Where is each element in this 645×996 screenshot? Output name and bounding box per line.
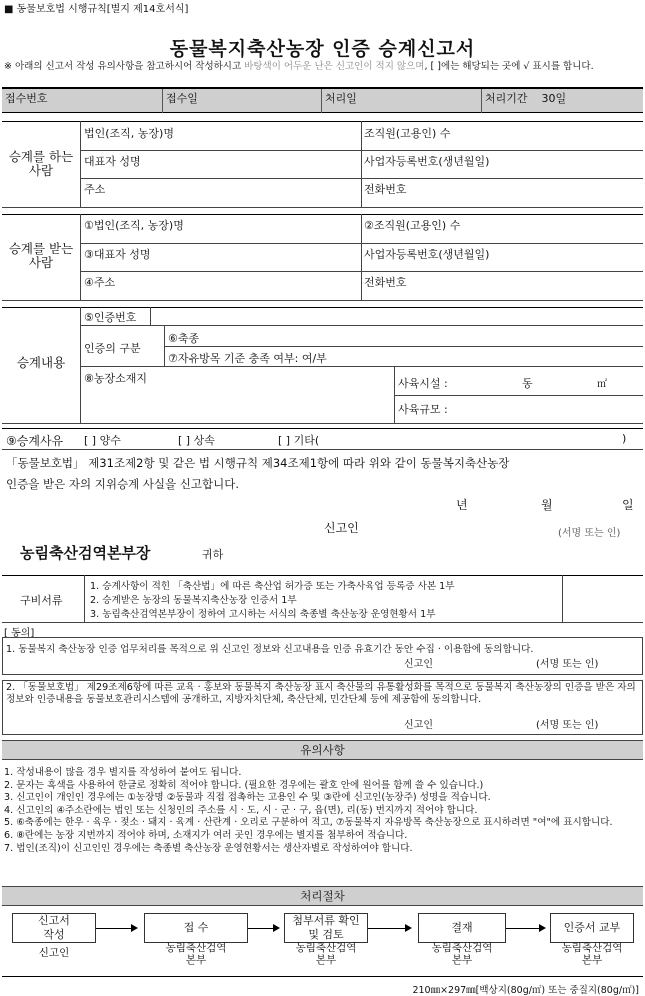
consent-item-1: 1. 동물복지 축산농장 인증 업무처리를 목적으로 위 신고인 정보와 신고내용을 인증 유효기간 동안 수집 · 이용함에 동의합니다. bbox=[6, 644, 534, 655]
divider bbox=[80, 121, 81, 207]
process-step-2-line1: 접 수 bbox=[183, 921, 209, 934]
date-year-field[interactable]: 년 bbox=[456, 498, 468, 512]
note-item: 4. 신고인의 ④주소란에는 법인 또는 신청인의 주소를 시 · 도, 시 · 군 · 구, 읍(면), 리(동) 번지까지 적어야 합니다. bbox=[4, 804, 478, 816]
divider bbox=[2, 976, 643, 977]
transferee-rep-field[interactable]: ③대표자 성명 bbox=[84, 248, 151, 261]
divider bbox=[2, 622, 643, 623]
receipt-bar bbox=[2, 87, 643, 113]
statement-line2: 인증을 받은 자의 지위승계 사실을 신고합니다. bbox=[6, 477, 240, 491]
document-item-1: 1. 승계사항이 적힌 「축산법」에 따른 축산업 허가증 또는 가축사육업 등록증 사본 1부 bbox=[90, 581, 455, 592]
transferee-name-field[interactable]: ①법인(조직, 농장)명 bbox=[84, 219, 184, 232]
reporter-label: 신고인 bbox=[324, 521, 359, 535]
receipt-date-label: 접수일 bbox=[166, 92, 198, 105]
arrow-right-icon bbox=[96, 928, 136, 929]
reason-label: ⑨승계사유 bbox=[6, 434, 64, 448]
process-step-4-line1: 결재 bbox=[451, 921, 473, 934]
process-step-5 bbox=[550, 913, 634, 943]
date-month-field[interactable]: 월 bbox=[541, 498, 553, 512]
process-step-3-line1: 첨부서류 확인 bbox=[292, 914, 360, 927]
transferee-bizno-field[interactable]: 사업자등록번호(생년월일) bbox=[364, 248, 490, 261]
statement-line1: 「동물보호법」 제31조제2항 및 같은 법 시행규칙 제34조제1항에 따라 위와 같이 동물복지축산농장 bbox=[6, 456, 510, 470]
cert-number-field[interactable]: ⑤인증번호 bbox=[84, 311, 137, 324]
actor-line1: 농림축산검역 bbox=[165, 942, 227, 954]
process-step-3 bbox=[284, 913, 368, 943]
reporter-sign-field[interactable]: (서명 또는 인) bbox=[558, 528, 621, 539]
process-step-4-actor bbox=[410, 942, 514, 966]
process-date-field[interactable] bbox=[321, 89, 481, 113]
divider bbox=[2, 121, 643, 122]
process-step-5-actor bbox=[540, 942, 644, 966]
divider bbox=[2, 214, 643, 215]
note-item: 2. 문자는 흑색을 사용하여 한글로 정확히 적어야 합니다. (필요한 경우에는 괄호 안에 원어를 함께 쓸 수 있습니다.) bbox=[4, 779, 484, 791]
consent-label: [ 동의] bbox=[4, 628, 35, 639]
note-item: 7. 법인(조직)이 신고인인 경우에는 축종별 축산농장 운영현황서는 생산자별로 작성하여야 합니다. bbox=[4, 842, 413, 854]
actor-line2: 본부 bbox=[581, 954, 603, 966]
recipient-name: 농림축산검역본부장 bbox=[20, 544, 151, 562]
consent1-reporter-label: 신고인 bbox=[404, 659, 433, 670]
divider bbox=[150, 307, 151, 325]
divider bbox=[2, 428, 643, 429]
paper-spec: 210㎜×297㎜[백상지(80g/㎡) 또는 중질지(80g/㎡)] bbox=[412, 985, 639, 996]
process-step-1 bbox=[12, 913, 96, 943]
process-step-4 bbox=[418, 913, 506, 943]
arrow-right-icon bbox=[506, 928, 544, 929]
arrow-right-icon bbox=[368, 928, 410, 929]
divider bbox=[80, 178, 643, 179]
document-item-2: 2. 승계받은 농장의 동물복지축산농장 인증서 1부 bbox=[90, 595, 297, 606]
divider bbox=[2, 207, 643, 208]
reason-other-close: ) bbox=[622, 432, 627, 445]
process-period-label: 처리기간 bbox=[485, 92, 528, 105]
divider bbox=[84, 575, 85, 622]
transferor-employees-field[interactable]: 조직원(고용인) 수 bbox=[364, 127, 451, 140]
note-item: 1. 작성내용이 많을 경우 별지를 작성하여 붙여도 됩니다. bbox=[4, 767, 242, 778]
divider bbox=[361, 121, 362, 207]
actor-line2: 본부 bbox=[185, 954, 207, 966]
divider bbox=[2, 300, 643, 301]
actor-line2: 본부 bbox=[315, 954, 337, 966]
divider bbox=[80, 214, 81, 300]
scale-field[interactable]: 사육규모 : bbox=[398, 403, 448, 416]
process-header: 처리절차 bbox=[2, 886, 643, 906]
divider bbox=[2, 575, 643, 576]
divider bbox=[164, 346, 643, 347]
process-step-1-line1: 신고서 bbox=[38, 914, 70, 927]
process-step-1-actor bbox=[12, 947, 96, 959]
divider bbox=[80, 243, 643, 244]
divider bbox=[361, 214, 362, 300]
facility-unit-area: ㎡ bbox=[597, 379, 607, 390]
process-step-2-actor bbox=[144, 942, 248, 966]
note-item: 3. 신고인이 개인인 경우에는 ①농장명 ②동물과 직접 접촉하는 고용인 수 및 ③란에 신고인(농장주) 성명을 적습니다. bbox=[4, 792, 491, 804]
note-item: 6. ⑧란에는 농장 지번까지 적어야 하며, 소재지가 여러 곳인 경우에는 별지를 첨부하여 적습니다. bbox=[4, 829, 408, 841]
notes-header: 유의사항 bbox=[2, 740, 643, 760]
divider bbox=[394, 395, 643, 396]
documents-label: 구비서류 bbox=[20, 594, 63, 607]
actor-line1: 농림축산검역 bbox=[431, 942, 493, 954]
arrow-right-icon bbox=[248, 928, 278, 929]
transferor-label: 승계를 하는 사람 bbox=[8, 149, 74, 178]
actor-line1: 농림축산검역 bbox=[561, 942, 623, 954]
transferee-label: 승계를 받는 사람 bbox=[8, 241, 74, 270]
divider bbox=[80, 150, 643, 151]
notes-list bbox=[4, 767, 642, 855]
process-step-5-line1: 인증서 교부 bbox=[563, 921, 621, 934]
transferee-phone-field[interactable]: 전화번호 bbox=[364, 276, 407, 289]
note-item: 5. ⑥축종에는 한우 · 육우 · 젖소 · 돼지 · 육계 · 산란계 · 오리로 구분하여 적고, ⑦동물복지 자유방목 축산농장으로 표시하려면 "여"에 표시합니다. bbox=[4, 817, 613, 829]
transferee-employees-field[interactable]: ②조직원(고용인) 수 bbox=[364, 219, 461, 232]
transferor-rep-field[interactable]: 대표자 성명 bbox=[84, 155, 141, 168]
transferor-phone-field[interactable]: 전화번호 bbox=[364, 183, 407, 196]
notice-part3: , [ ]에는 해당되는 곳에 √ 표시를 합니다. bbox=[424, 61, 594, 72]
recipient-suffix: 귀하 bbox=[202, 548, 224, 561]
divider bbox=[80, 271, 643, 272]
divider bbox=[2, 307, 643, 308]
reason-other-checkbox[interactable]: [ ] 기타( bbox=[278, 434, 320, 447]
facility-field[interactable]: 사육시설 : bbox=[398, 377, 448, 390]
process-period-value: 30일 bbox=[541, 92, 567, 105]
transferor-name-field[interactable]: 법인(조직, 농장)명 bbox=[84, 127, 174, 140]
reason-transfer-checkbox[interactable]: [ ] 양수 bbox=[84, 434, 121, 447]
form-reference: ■ 동물보호법 시행규칙[별지 제14호서식] bbox=[4, 4, 189, 15]
divider bbox=[2, 423, 643, 424]
reason-inheritance-checkbox[interactable]: [ ] 상속 bbox=[178, 434, 215, 447]
farm-address-field[interactable]: ⑧농장소재지 bbox=[84, 372, 147, 385]
consent1-sign-field[interactable]: (서명 또는 인) bbox=[536, 659, 599, 670]
consent2-reporter-label: 신고인 bbox=[404, 720, 433, 731]
process-period-field bbox=[481, 89, 643, 113]
cert-type-label: 인증의 구분 bbox=[84, 342, 141, 355]
actor-line1: 농림축산검역 bbox=[295, 942, 357, 954]
consent-item-2: 2. 「동물보호법」 제29조제6항에 따른 교육 · 홍보와 동물복지 축산농장 표시 축산물의 유통활성화를 목적으로 동물복지 축산농장의 인증을 받은 자의 정보와 인증내용을 동물보호관리시스템에 공개하고, 지방자치단체, 축산단체, 민간단체 등에 제공함에 동의합니다. bbox=[6, 682, 636, 705]
process-step-1-line2: 작성 bbox=[43, 928, 65, 941]
divider bbox=[562, 575, 563, 622]
content-label: 승계내용 bbox=[16, 355, 66, 370]
process-step-3-line2: 및 검토 bbox=[308, 928, 344, 941]
process-date-label: 처리일 bbox=[325, 92, 357, 105]
document-item-3: 3. 농림축산검역본부장이 정하여 고시하는 서식의 축종별 축산농장 운영현황서 1부 bbox=[90, 609, 436, 620]
actor-line2: 본부 bbox=[451, 954, 473, 966]
instruction-notice bbox=[4, 61, 642, 73]
transferor-address-field[interactable]: 주소 bbox=[84, 183, 106, 196]
livestock-field[interactable]: ⑥축종 bbox=[168, 332, 200, 345]
receipt-number-field[interactable] bbox=[2, 89, 162, 113]
notice-part2: 바탕색이 어두운 난은 신고인이 적지 않으며 bbox=[244, 61, 425, 72]
facility-unit-count: 동 bbox=[522, 377, 533, 390]
process-step-3-actor bbox=[274, 942, 378, 966]
transferor-bizno-field[interactable]: 사업자등록번호(생년월일) bbox=[364, 155, 490, 168]
free-range-field[interactable]: ⑦자유방목 기준 충족 여부: 여/부 bbox=[168, 352, 327, 365]
consent2-sign-field[interactable]: (서명 또는 인) bbox=[536, 720, 599, 731]
date-day-field[interactable]: 일 bbox=[622, 498, 634, 512]
actor-line1: 신고인 bbox=[38, 947, 70, 959]
page-title: 동물복지축산농장 인증 승계신고서 bbox=[169, 38, 476, 60]
divider bbox=[80, 325, 643, 326]
receipt-number-label: 접수번호 bbox=[5, 92, 48, 105]
notice-part1: ※ 아래의 신고서 작성 유의사항을 참고하시어 작성하시고 bbox=[4, 61, 245, 72]
receipt-date-field[interactable] bbox=[162, 89, 321, 113]
divider bbox=[80, 366, 643, 367]
process-step-2 bbox=[144, 913, 248, 943]
transferee-address-field[interactable]: ④주소 bbox=[84, 276, 116, 289]
divider bbox=[2, 449, 643, 450]
